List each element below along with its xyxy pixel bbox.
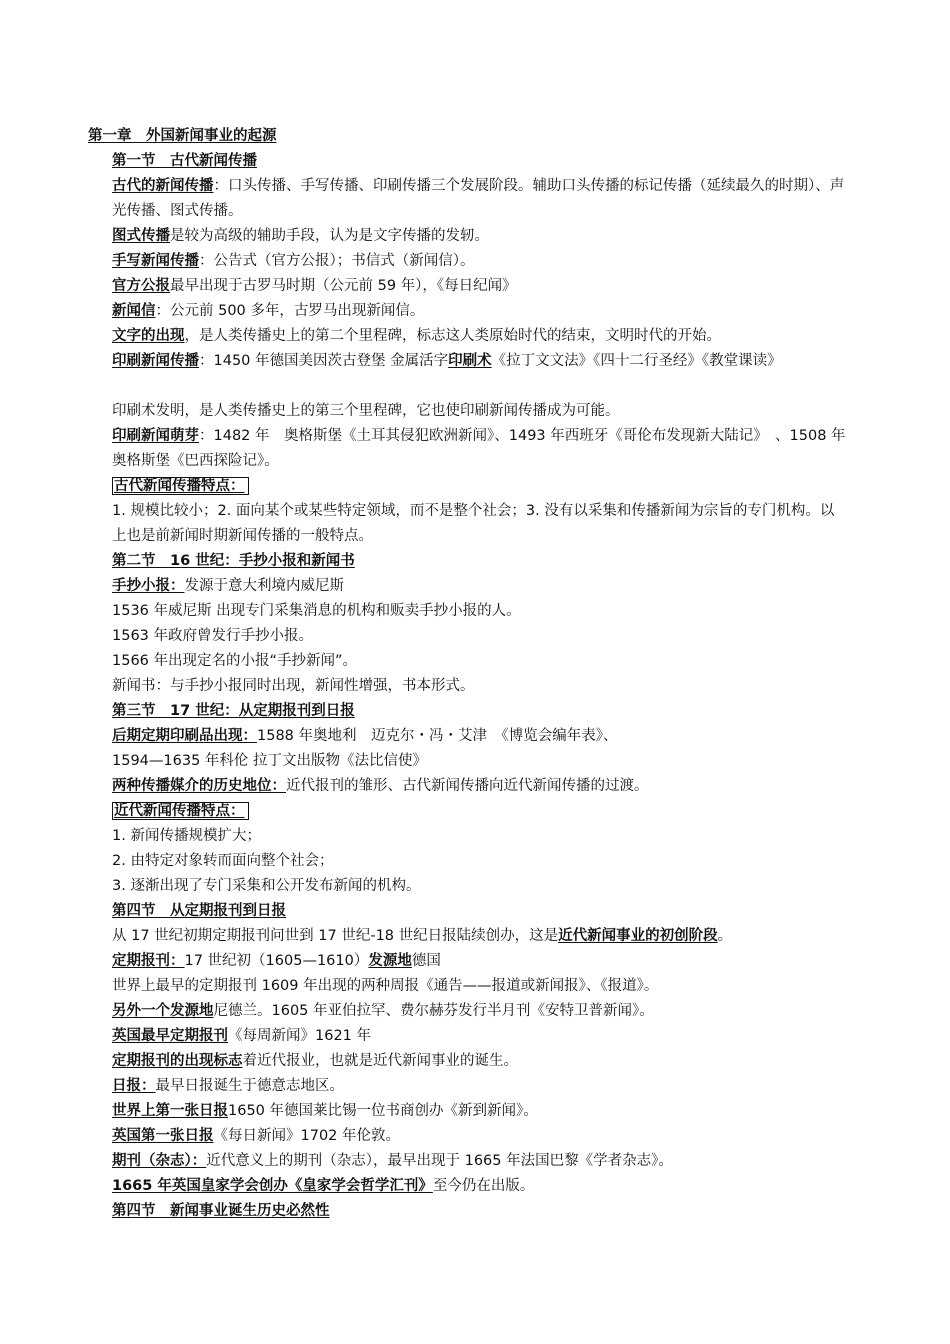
chapter-title: 第一章 外国新闻事业的起源	[88, 128, 277, 144]
paragraph-uk-daily: 英国第一张日报《每日新闻》1702 年伦敦。	[112, 1128, 401, 1144]
paragraph-periodical-mark: 定期报刊的出现标志着近代报业，也就是近代新闻事业的诞生。	[112, 1053, 518, 1069]
paragraph-1563: 1563 年政府曾发行手抄小报。	[112, 628, 314, 644]
modern-feature-3: 3. 逐渐出现了专门采集和公开发布新闻的机构。	[112, 878, 421, 894]
paragraph-handwritten: 手写新闻传播：公告式（官方公报）；书信式（新闻信）。	[112, 253, 475, 269]
section-2-title: 第二节 16 世纪：手抄小报和新闻书	[112, 553, 355, 569]
paragraph-two-media: 两种传播媒介的历史地位：近代报刊的雏形、古代新闻传播向近代新闻传播的过渡。	[112, 778, 649, 794]
paragraph-royal-society: 1665 年英国皇家学会创办《皇家学会哲学汇刊》至今仍在出版。	[112, 1178, 535, 1194]
paragraph-manuscript-news: 手抄小报：发源于意大利境内威尼斯	[112, 578, 344, 594]
paragraph-journal: 期刊（杂志）：近代意义上的期刊（杂志），最早出现于 1665 年法国巴黎《学者杂志》。	[112, 1153, 673, 1169]
paragraph-ancient-news: 古代的新闻传播：口头传播、手写传播、印刷传播三个发展阶段。辅助口头传播的标记传播（延续最久的时期）、声光传播、图式传播。	[112, 178, 845, 219]
paragraph-1594: 1594—1635 年科伦 拉丁文出版物《法比信使》	[112, 753, 428, 769]
paragraph-earliest-periodical: 世界上最早的定期报刊 1609 年出现的两种周报《通告——报道或新闻报》、《报道》。	[112, 978, 659, 994]
paragraph-uk-periodical: 英国最早定期报刊《每周新闻》1621 年	[112, 1028, 372, 1044]
paragraph-1566: 1566 年出现定名的小报“手抄新闻”。	[112, 653, 358, 669]
section-3-title: 第三节 17 世纪：从定期报刊到日报	[112, 703, 355, 719]
paragraph-printing-milestone: 印刷术发明，是人类传播史上的第三个里程碑，它也使印刷新闻传播成为可能。	[112, 403, 620, 419]
paragraph-daily: 日报：最早日报诞生于德意志地区。	[112, 1078, 344, 1094]
paragraph-news-book: 新闻书：与手抄小报同时出现，新闻性增强，书本形式。	[112, 678, 475, 694]
modern-feature-2: 2. 由特定对象转而面向整个社会；	[112, 853, 334, 869]
paragraph-another-origin: 另外一个发源地尼德兰。1605 年亚伯拉罕、费尔赫芬发行半月刊《安特卫普新闻》。	[112, 1003, 654, 1019]
section-4-title: 第四节 从定期报刊到日报	[112, 903, 286, 919]
paragraph-pictorial: 图式传播是较为高级的辅助手段，认为是文字传播的发轫。	[112, 228, 489, 244]
modern-features-heading: 近代新闻传播特点：	[112, 799, 847, 824]
section-1-title: 第一节 古代新闻传播	[112, 153, 257, 169]
paragraph-initial-stage: 从 17 世纪初期定期报刊问世到 17 世纪-18 世纪日报陆续创办，这是近代新闻事业的初创阶段。	[112, 928, 733, 944]
paragraph-writing: 文字的出现，是人类传播史上的第二个里程碑，标志这人类原始时代的结束，文明时代的开始。	[112, 328, 721, 344]
paragraph-news-letter: 新闻信：公元前 500 多年，古罗马出现新闻信。	[112, 303, 425, 319]
paragraph-1536: 1536 年威尼斯 出现专门采集消息的机构和贩卖手抄小报的人。	[112, 603, 521, 619]
paragraph-late-periodicals: 后期定期印刷品出现：1588 年奥地利 迈克尔・冯・艾津 《博览会编年表》、	[112, 728, 618, 744]
modern-feature-1: 1. 新闻传播规模扩大；	[112, 828, 261, 844]
paragraph-official-gazette: 官方公报最早出现于古罗马时期（公元前 59 年），《每日纪闻》	[112, 278, 517, 294]
paragraph-printing-sprout: 印刷新闻萌芽：1482 年 奥格斯堡《土耳其侵犯欧洲新闻》、1493 年西班牙《哥伦布发现新大陆记》 、1508 年 奥格斯堡《巴西探险记》。	[112, 428, 861, 469]
section-5-title: 第四节 新闻事业诞生历史必然性	[112, 1203, 330, 1219]
paragraph-first-daily: 世界上第一张日报1650 年德国莱比锡一位书商创办《新到新闻》。	[112, 1103, 538, 1119]
paragraph-periodicals: 定期报刊：17 世纪初（1605—1610）发源地德国	[112, 953, 441, 969]
ancient-features-heading: 古代新闻传播特点：	[112, 474, 847, 499]
ancient-features-text: 1. 规模比较小；2. 面向某个或某些特定领域，而不是整个社会；3. 没有以采集和传播新闻为宗旨的专门机构。以上也是前新闻时期新闻传播的一般特点。	[112, 503, 835, 544]
paragraph-printing: 印刷新闻传播：1450 年德国美因茨古登堡 金属活字印刷术《拉丁文文法》《四十二行圣经》《教堂课读》	[112, 353, 782, 369]
